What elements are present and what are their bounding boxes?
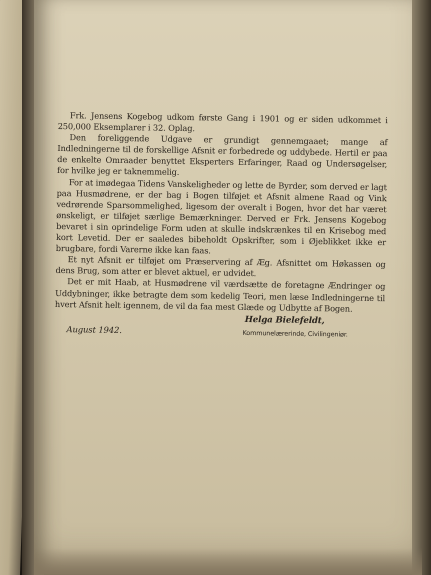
- preface-date: August 1942.: [66, 323, 122, 335]
- paragraph-4: Et nyt Afsnit er tilføjet om Præservering af Æg. Afsnittet om Høkassen og dens Brug, som atter er blevet aktuel, er udvidet.: [55, 254, 386, 279]
- paragraph-2: Den foreliggende Udgave er grundigt gennemgaaet; mange af Indledningerne til de forskellige Afsnit er forbedrede og uddybede. Hertil er paa de enkelte Omraader benyttet Eksperters Erfaringer, Raad og Undersøgelser, for hvilke jeg er taknemmelig.: [56, 132, 388, 178]
- signer-title: Kommunelærerinde, Civilingeniør.: [242, 328, 348, 339]
- preface-text: [54, 110, 388, 351]
- paragraph-3: For at imødegaa Tidens Vanskeligheder og lette de Byrder, som derved er lagt paa Husmødrene, er der bag i Bogen tilføjet et Afsnit almene Raad og Vink vedrørende Sparsommelighed, ligesom der overalt i Bogen, hvor det har været ønskeligt, er tilføjet særlige Bemærkninger. Derved er Frk. Jensens Kogebog bevaret i sin oprindelige Form uden at skulle indskrænkes til en Krisebog med kort Levetid. Der er saaledes bibeholdt Opskrifter, som i Øjeblikket ikke er brugbare, fordi Varerne ikke kan faas.: [55, 176, 387, 256]
- signature-block: [54, 312, 384, 351]
- paragraph-5: Det er mit Haab, at Husmødrene vil værdsætte de foretagne Ændringer og Uddybninger, ikke betragte dem som kedelig Teori, men læse Indledningerne til hvert Afsnit helt igennem, de vil da faa mest Glæde og Udbytte af Bogen.: [54, 276, 386, 314]
- page-edge-right: [412, 0, 431, 575]
- paragraph-1: Frk. Jensens Kogebog udkom første Gang i 1901 og er siden udkommet i 250,000 Eksemplarer i 32. Oplag.: [57, 110, 388, 134]
- page-bottom-shadow: [34, 548, 422, 575]
- signer-name: Helga Bielefeldt,: [244, 314, 325, 326]
